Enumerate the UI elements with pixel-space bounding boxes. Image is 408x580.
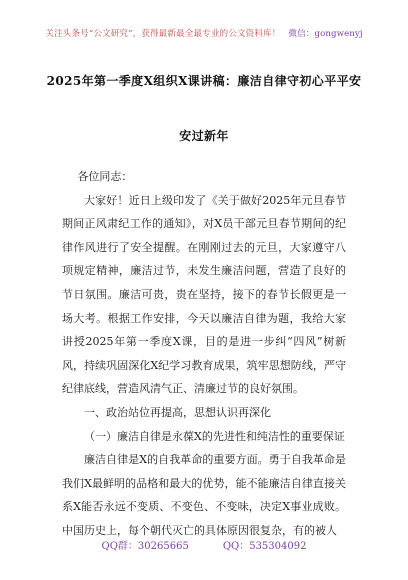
promo-banner — [0, 27, 408, 39]
document-body — [62, 165, 346, 543]
paragraph-intro: 大家好！近日上级印发了《关于做好2025年元旦春节期间正风肃纪工作的通知》，对X员干部元旦春节期间的纪律作风进行了安全提醒。在刚刚过去的元旦，大家遵守八项规定精神，廉洁过节，未发生廉洁问题，营造了良好的节日氛围。廉洁可贵，贵在坚持，接下的春节长假更是一场大考。根据工作安排，今天以廉洁自律为题，我给大家讲授2025年第一季度X课，目的是进一步纠“四风”树新风，持续巩固深化X纪学习教育成果，筑牢思想防线，严守纪律底线，营造风清气正、清廉过节的良好氛围。 — [62, 193, 346, 396]
contact-footer — [0, 537, 408, 552]
qq-group-text: QQ群：30265665 — [101, 541, 189, 552]
paragraph-self-revolution: 廉洁自律是X的自我革命的重要方面。勇于自我革命是我们X最鲜明的品格和最大的优势，能不能廉洁自律直接关系X能否永远不变质、不变色、不变味，决定X事业成败。中国历史上，每个朝代灭亡的具体原因很复杂，有的被人 — [62, 453, 346, 537]
document-title-line-2: 安过新年 — [179, 129, 229, 143]
subsection-heading-1-1: （一）廉洁自律是永葆X的先进性和纯洁性的重要保证 — [84, 429, 345, 443]
document-title-line-1: 2025年第一季度X组织X课讲稿：廉洁自律守初心平平安 — [46, 74, 362, 88]
section-heading-1: 一、政治站位再提高，思想认识再深化 — [84, 405, 271, 419]
banner-wechat-text: 微信：gongwenyj — [288, 29, 363, 39]
qq-number-text: QQ：535304092 — [222, 541, 307, 552]
salutation: 各位同志： — [77, 170, 133, 183]
banner-library-text: 获得最新最全最专业的公文资料库！ — [141, 29, 281, 39]
banner-follow-text: 关注头条号“公文研究”， — [45, 29, 142, 39]
